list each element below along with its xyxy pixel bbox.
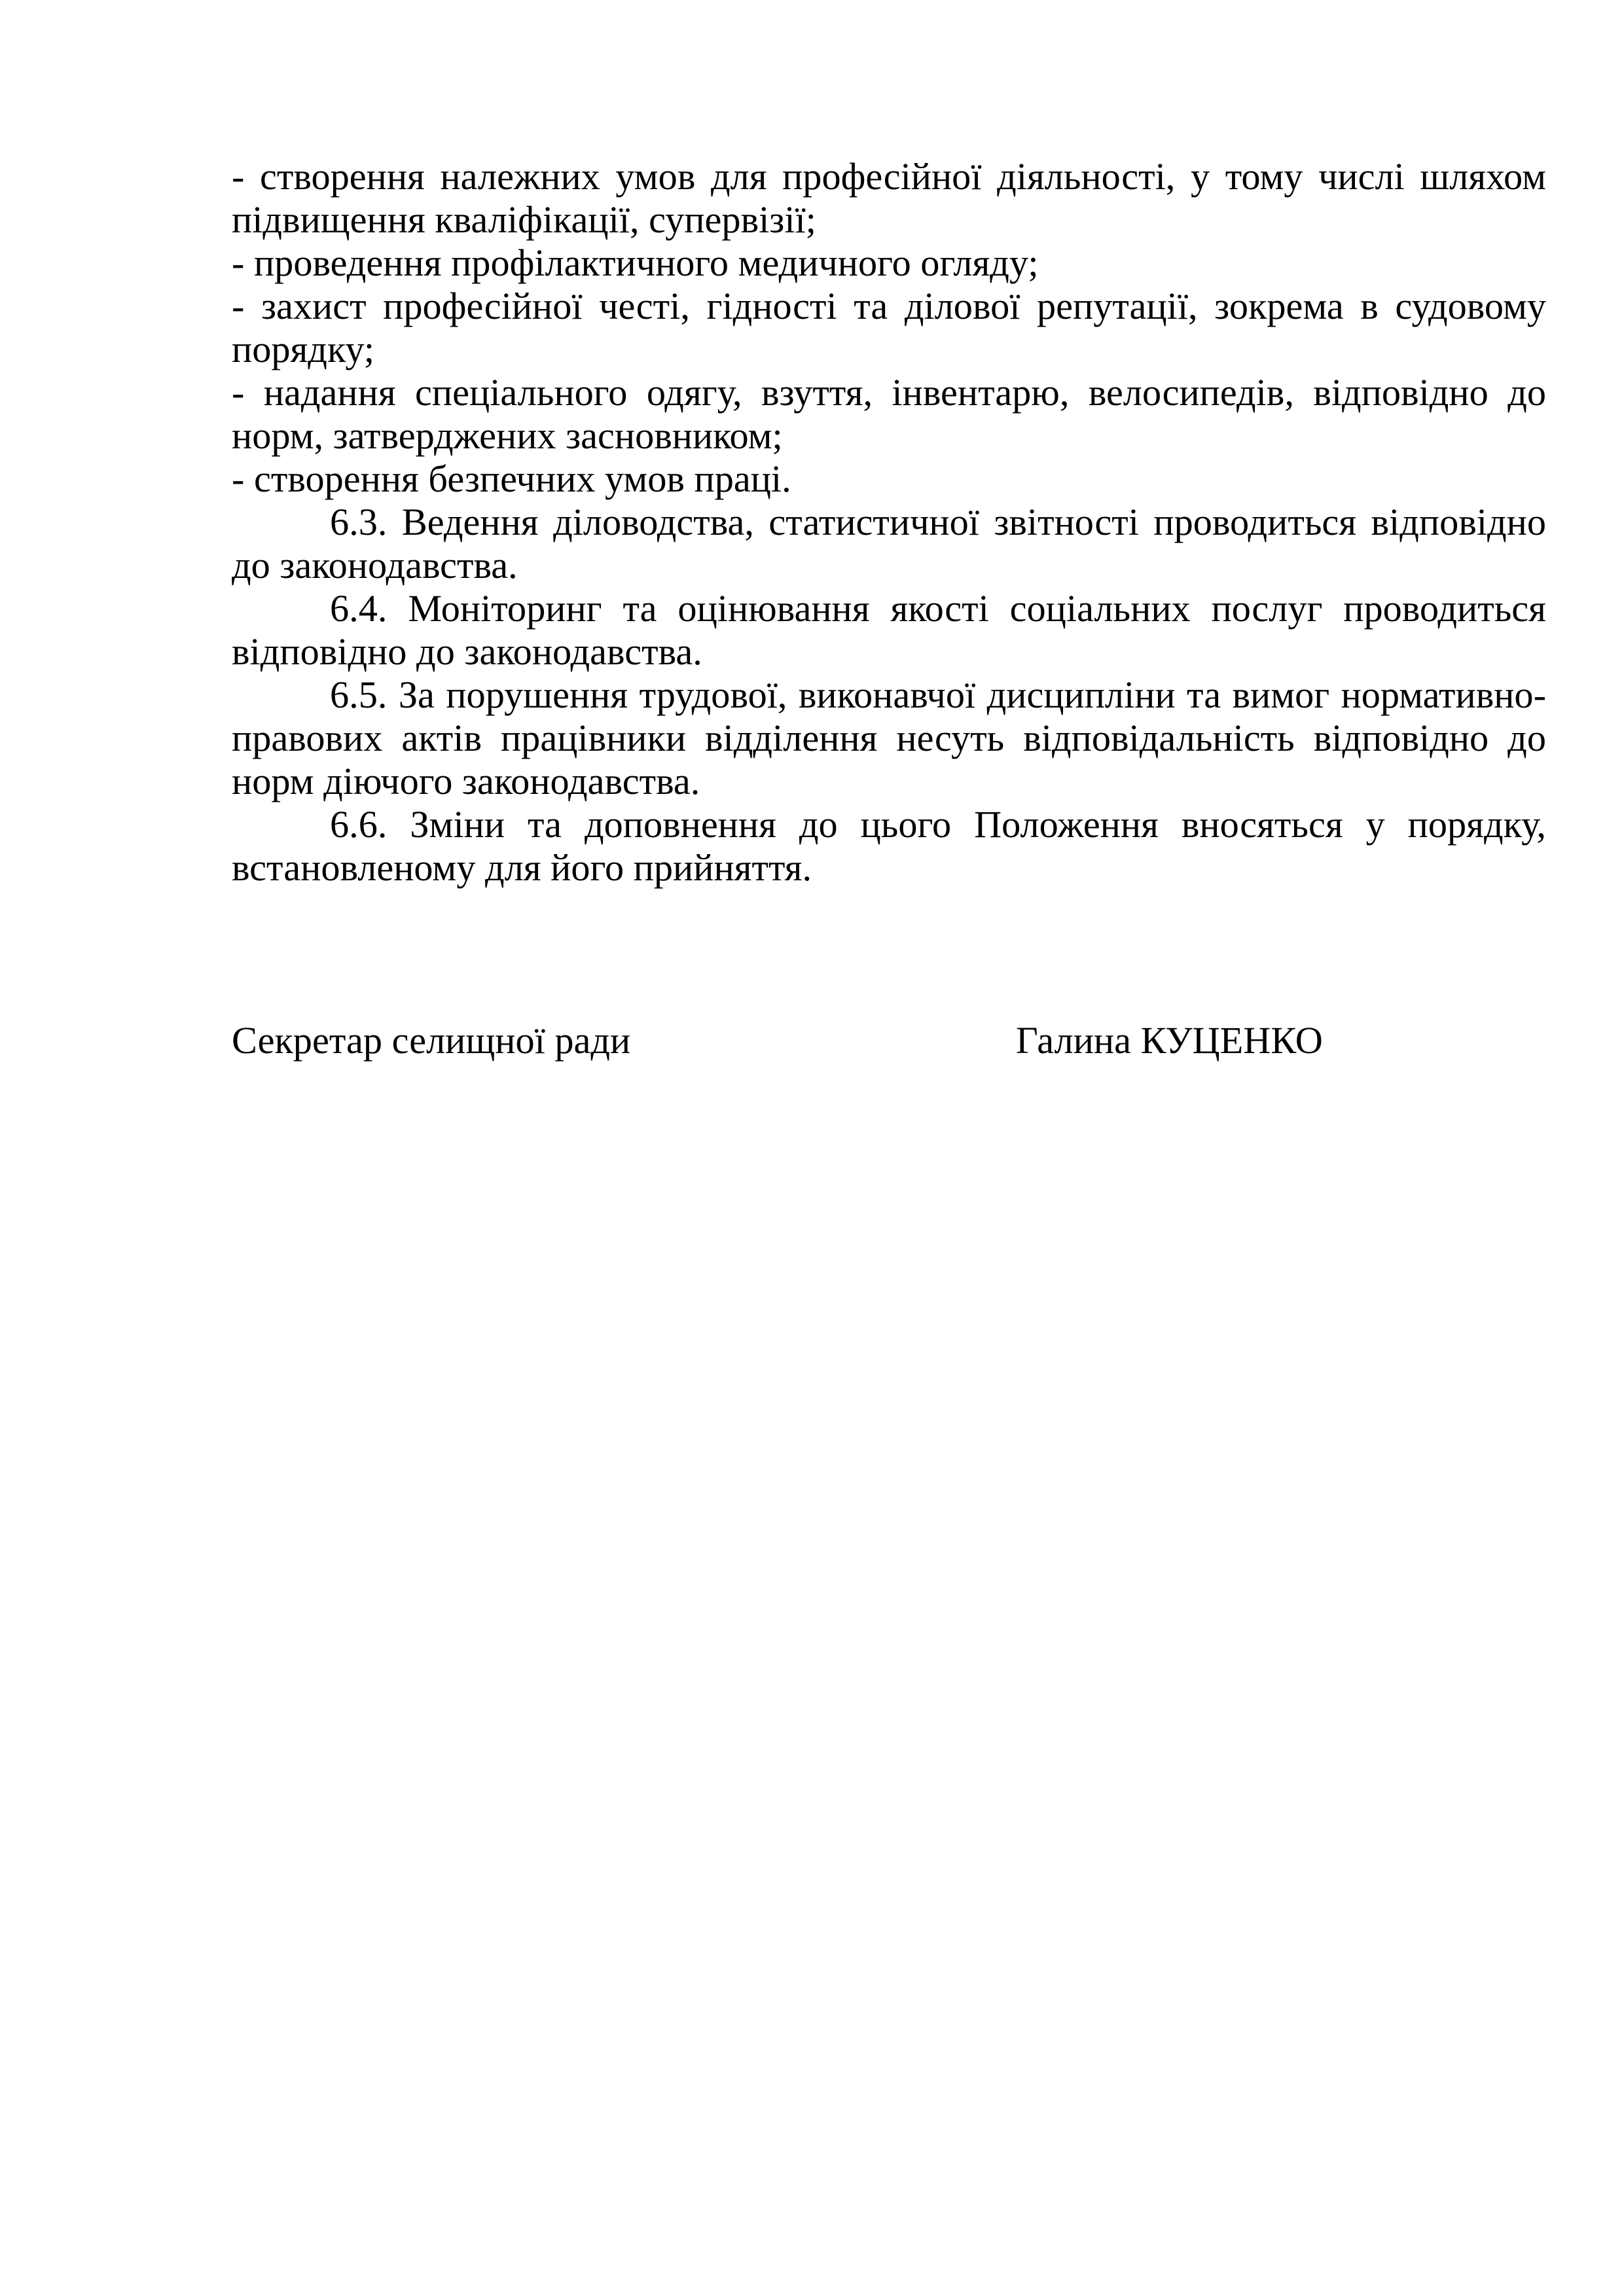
document-body	[232, 155, 1546, 1062]
bullet-item-medical-exam: - проведення профілактичного медичного огляду;	[232, 242, 1039, 284]
clause-6-4: 6.4. Моніторинг та оцінювання якості соціальних послуг проводиться відповідно до законодавства.	[232, 587, 1546, 673]
bullet-item-safe-conditions: - створення безпечних умов праці.	[232, 457, 791, 500]
bullet-item-special-clothing: - надання спеціального одягу, взуття, інвентарю, велосипедів, відповідно до норм, затверджених засновником;	[232, 371, 1546, 457]
signature-role: Секретар селищної ради	[232, 1019, 631, 1062]
signature-row	[232, 1019, 1546, 1062]
clause-6-5: 6.5. За порушення трудової, виконавчої дисципліни та вимог нормативно-правових актів працівники відділення несуть відповідальність відповідно до норм діючого законодавства.	[232, 673, 1546, 802]
clause-6-6: 6.6. Зміни та доповнення до цього Положення вносяться у порядку, встановленому для його прийняття.	[232, 803, 1546, 889]
bullet-item-professional-conditions: - створення належних умов для професійної діяльності, у тому числі шляхом підвищення кваліфікації, супервізії;	[232, 155, 1546, 241]
bullet-item-honor-protection: - захист професійної честі, гідності та ділової репутації, зокрема в судовому порядку;	[232, 285, 1546, 370]
signature-name: Галина КУЦЕНКО	[1016, 1019, 1323, 1062]
clause-6-3: 6.3. Ведення діловодства, статистичної звітності проводиться відповідно до законодавства.	[232, 501, 1546, 586]
